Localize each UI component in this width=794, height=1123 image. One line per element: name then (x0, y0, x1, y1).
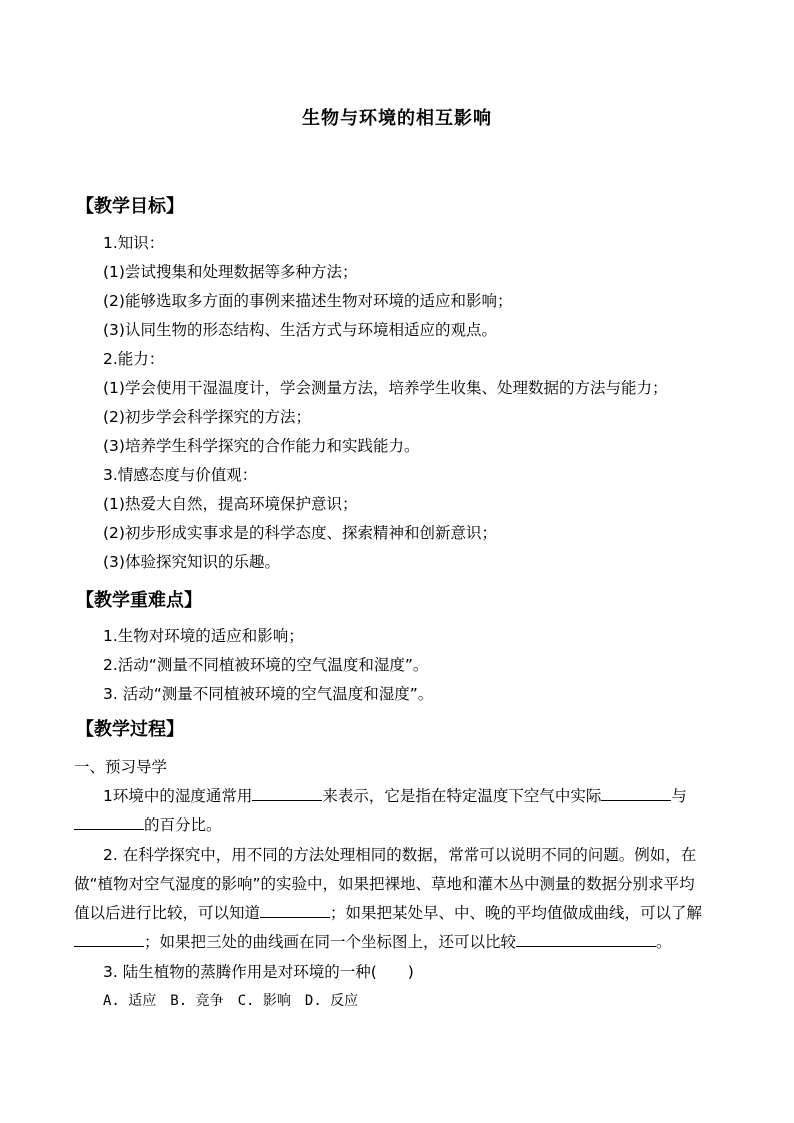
option-b[interactable]: B. 竞争 (170, 993, 224, 1009)
question-2-text-c: ；如果把三处的曲线画在同一个坐标图上，还可以比较 (144, 933, 517, 951)
objective-line: (1)尝试搜集和处理数据等多种方法； (103, 263, 358, 281)
objective-line: (2)初步学会科学探究的方法； (103, 408, 311, 426)
question-2-text-b: ；如果把某处早、中、晚的平均值做成曲线，可以了解 (330, 904, 703, 922)
answer-blank[interactable] (74, 815, 144, 830)
question-2-text-d: 。 (656, 933, 672, 951)
option-d[interactable]: D. 反应 (304, 993, 359, 1009)
question-2-text-a: 值以后进行比较，可以知道 (74, 904, 261, 922)
objective-line: (1)学会使用干湿温度计，学会测量方法，培养学生收集、处理数据的方法与能力； (103, 379, 668, 397)
option-a[interactable]: A. 适应 (103, 993, 157, 1009)
key-point-line: 1.生物对环境的适应和影响； (103, 627, 304, 645)
page-title: 生物与环境的相互影响 (302, 108, 492, 129)
question-1-text-c: 与 (671, 787, 687, 805)
question-2-line-1: 2. 在科学探究中，用不同的方法处理相同的数据，常常可以说明不同的问题。例如，在 (103, 846, 697, 864)
question-3-stem: 3. 陆生植物的蒸腾作用是对环境的一种( ) (103, 963, 414, 981)
subheading-preview: 一、预习导学 (74, 758, 168, 776)
question-3-options (103, 991, 372, 1011)
question-1-text-a: 1环境中的湿度通常用 (103, 787, 253, 805)
objective-line: (1)热爱大自然，提高环境保护意识； (103, 495, 358, 513)
heading-teaching-objectives: 【教学目标】 (76, 196, 184, 217)
answer-blank[interactable] (601, 786, 671, 801)
question-1-text-d: 的百分比。 (144, 816, 222, 834)
answer-blank[interactable] (516, 932, 656, 947)
key-point-line: 2.活动“测量不同植被环境的空气温度和湿度”。 (103, 656, 429, 674)
answer-blank[interactable] (252, 786, 322, 801)
question-2-line-3 (74, 903, 702, 923)
objective-line: (2)初步形成实事求是的科学态度、探索精神和创新意识； (103, 524, 497, 542)
option-c[interactable]: C. 影响 (237, 993, 291, 1009)
objective-line: (2)能够选取多方面的事例来描述生物对环境的适应和影响； (103, 292, 513, 310)
objective-line: (3)认同生物的形态结构、生活方式与环境相适应的观点。 (103, 321, 497, 339)
question-1-line-2 (74, 815, 222, 835)
question-2-line-4 (74, 932, 672, 952)
objective-line: 3.情感态度与价值观： (103, 466, 258, 484)
objective-line: 2.能力： (103, 350, 165, 368)
question-1-text-b: 来表示，它是指在特定温度下空气中实际 (322, 787, 602, 805)
question-1-line-1 (103, 786, 687, 806)
objective-line: (3)体验探究知识的乐趣。 (103, 553, 280, 571)
answer-blank[interactable] (74, 932, 144, 947)
key-point-line: 3. 活动“测量不同植被环境的空气温度和湿度”。 (103, 685, 434, 703)
heading-teaching-process: 【教学过程】 (76, 719, 184, 740)
objective-line: 1.知识： (103, 234, 165, 252)
heading-key-points: 【教学重难点】 (76, 590, 202, 611)
question-2-line-2: 做“植物对空气湿度的影响”的实验中，如果把裸地、草地和灌木丛中测量的数据分别求平均 (74, 875, 695, 893)
answer-blank[interactable] (260, 903, 330, 918)
objective-line: (3)培养学生科学探究的合作能力和实践能力。 (103, 437, 420, 455)
